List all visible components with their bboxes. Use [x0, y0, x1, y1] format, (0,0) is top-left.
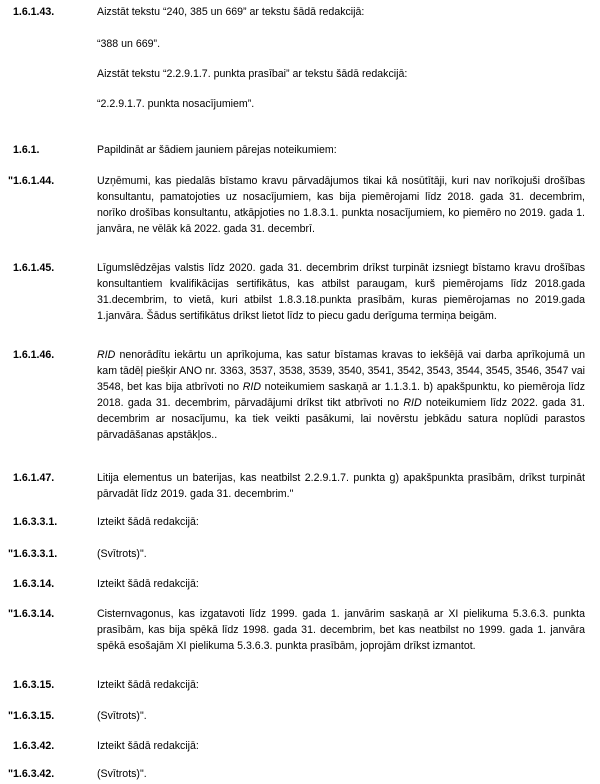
rid-term: RID [242, 381, 261, 393]
clause-number: "1.6.3.3.1. [8, 548, 58, 560]
clause-number: 1.6.3.42. [13, 740, 55, 752]
clause-text: Aizstāt tekstu “240, 385 un 669” ar tekstu šādā redakcijā: [97, 6, 365, 18]
clause-number: 1.6.1.46. [13, 349, 55, 361]
rid-term: RID [97, 349, 116, 361]
clause-text: (Svītrots)". [97, 768, 147, 780]
clause-number: "1.6.3.42. [8, 768, 55, 780]
clause-number: 1.6.1.47. [13, 472, 55, 484]
clause-text: Izteikt šādā redakcijā: [97, 516, 199, 528]
clause-number: 1.6.1.45. [13, 262, 55, 274]
clause-text: Izteikt šādā redakcijā: [97, 679, 199, 691]
clause-text: Aizstāt tekstu “2.2.9.1.7. punkta prasībai” ar tekstu šādā redakcijā: [97, 68, 408, 80]
clause-text: Līgumslēdzējas valstis līdz 2020. gada 31. decembrim drīkst turpināt izsniegt bīstamo kravu drošības konsultantiem kvalifikācijas sertifikātus, kas atbilst paraugam, kurš piemērojams līdz 2018.gada 31.decembrim, to vietā, kuri atbilst 1.8.3.18.punkta prasībām, kuras piemērojamas no 2019.gada 1.janvāra. Šādus sertifikātus drīkst lietot līdz to piecu gadu derīguma termiņa beigām. [97, 262, 585, 322]
clause-text: (Svītrots)". [97, 548, 147, 560]
clause-number: 1.6.1.43. [13, 6, 55, 18]
clause-text: Izteikt šādā redakcijā: [97, 740, 199, 752]
clause-number: "1.6.3.15. [8, 710, 55, 722]
clause-number: 1.6.3.14. [13, 578, 55, 590]
clause-number: "1.6.3.14. [8, 608, 55, 620]
clause-text: “2.2.9.1.7. punkta nosacījumiem”. [97, 98, 255, 110]
clause-number: "1.6.1.44. [8, 175, 55, 187]
clause-text: RID nenorādītu iekārtu un aprīkojuma, kas satur bīstamas kravas to iekšējā vai darba aprīkojumā un kam tādēļ piešķir ANO nr. 3363, 3537, 3538, 3539, 3540, 3541, 3542, 3543, 3544, 3545, 3546, 3547 vai 3548, bet kas bija atbrīvoti no RID noteikumiem saskaņā ar 1.1.3.1. b) apakšpunktu, ko piemēroja līdz 2018. gada 31. decembrim, pārvadājumi drīkst tikt atbrīvoti no RID noteikumiem līdz 2022. gada 31. decembrim ar nosacījumu, ka tiek veikti pasākumi, lai novērstu jebkādu satura noplūdi parastos pārvadāšanas apstākļos.. [97, 349, 586, 441]
clause-text: Uzņēmumi, kas piedalās bīstamo kravu pārvadājumos tikai kā nosūtītāji, kuri nav norīkojuši drošības konsultantu, pamatojoties uz nosacījumiem, kas bija piemērojami līdz 2018. gada 31. decembrim, norīko drošības konsultantu, atkāpjoties no 1.8.3.1. punkta nosacījumiem, ko piemēro no 2019. gada 1. janvāra, ne vēlāk kā 2022. gada 31. decembrī. [97, 175, 585, 235]
clause-text: Litija elementus un baterijas, kas neatbilst 2.2.9.1.7. punkta g) apakšpunkta prasībām, drīkst turpināt pārvadāt līdz 2019. gada 31. decembrim." [97, 472, 585, 500]
clause-text: Cisternvagonus, kas izgatavoti līdz 1999. gada 1. janvārim saskaņā ar XI pielikuma 5.3.6.3. punkta prasībām, kas bija spēkā līdz 1998. gada 31. decembrim, bet kas neatbilst no 1999. gada 1. janvāra spēkā esošajām XI pielikuma 5.3.6.3. punkta prasībām, joprojām drīkst izmantot. [97, 608, 585, 652]
clause-text: (Svītrots)". [97, 710, 147, 722]
clause-text: Izteikt šādā redakcijā: [97, 578, 199, 590]
clause-number: 1.6.1. [13, 144, 40, 156]
clause-number: 1.6.3.3.1. [13, 516, 58, 528]
clause-number: 1.6.3.15. [13, 679, 55, 691]
clause-text: “388 un 669”. [97, 38, 161, 50]
rid-term: RID [403, 397, 422, 409]
clause-text: Papildināt ar šādiem jauniem pārejas noteikumiem: [97, 144, 337, 156]
